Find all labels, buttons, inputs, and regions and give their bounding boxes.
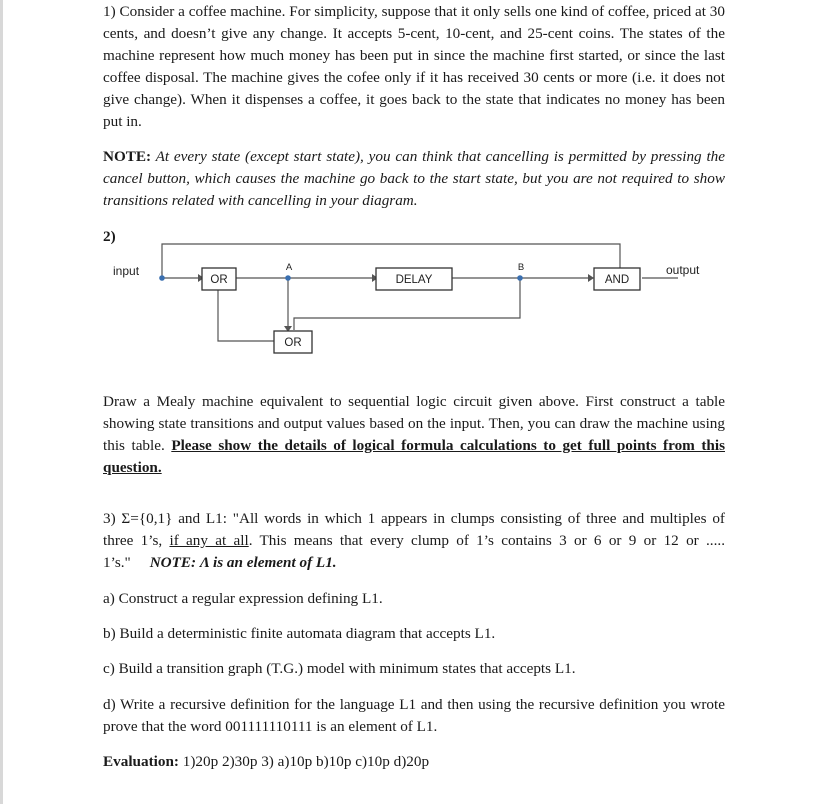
node-a-label: A <box>285 262 293 273</box>
gate-or2-label: OR <box>284 337 302 349</box>
q3-part-b: b) Build a deterministic finite automata diagram that accepts L1. <box>103 625 496 642</box>
q1-note <box>103 146 725 212</box>
q3-definition-head: 3) Σ={0,1} and L1: "All words in which 1 appears in clumps consisting of three and multiples of three 1’s, <box>103 510 725 549</box>
gate-and-label: AND <box>604 274 630 286</box>
q3-definition-rest: . This means that every clump of 1’s contains 3 or 6 or 9 or 12 or ..... 1’s." <box>103 532 725 571</box>
q3-part-d: d) Write a recursive definition for the language L1 and then using the recursive definition you wrote prove that the word 001111110111 is an element of L1. <box>103 696 725 735</box>
q1-intro: 1) Consider a coffee machine. For simplicity, suppose that it only sells one kind of coffee, priced at 30 cents, and doesn’t give any change. It accepts 5-cent, 10-cent, and 25-cent coins. The states of the machine represent how much money has been put in since the machine first started, or since the last coffee disposal. The machine gives the cofee only if it has received 30 cents or more (i.e. it does not give change). When it dispenses a coffee, it goes back to the state that indicates no money has been put in. <box>103 3 725 130</box>
q2-instructions <box>103 391 725 479</box>
q3-definition <box>103 508 725 574</box>
q1-note-label: NOTE: <box>103 148 152 165</box>
arrow-into-and <box>588 274 594 282</box>
evaluation-label: Evaluation: <box>103 753 179 770</box>
gate-or1-label: OR <box>210 274 228 286</box>
q3-part-a: a) Construct a regular expression defining L1. <box>103 590 383 607</box>
q3-definition-underlined: if any at all <box>169 532 249 549</box>
wire-or2-or1 <box>218 286 274 341</box>
node-b <box>517 275 523 281</box>
q3-part-c: c) Build a transition graph (T.G.) model with minimum states that accepts L1. <box>103 660 576 677</box>
gate-delay-label: DELAY <box>395 274 433 286</box>
circuit-input-label: input <box>113 264 140 278</box>
node-input <box>159 275 165 281</box>
page-edge <box>0 0 3 804</box>
q3-note: NOTE: Λ is an element of L1. <box>149 554 337 571</box>
evaluation-points: 1)20p 2)30p 3) a)10p b)10p c)10p d)20p <box>178 753 430 770</box>
circuit-output-label: output <box>666 263 700 277</box>
q2-instructions-plain: Draw a Mealy machine equivalent to sequential logic circuit given above. First construct a table showing state transitions and output values based on the input. Then, you can draw the machine using this table. <box>103 393 725 454</box>
node-b-label: B <box>517 262 525 273</box>
q1-note-text: At every state (except start state), you can think that cancelling is permitted by pressing the cancel button, which causes the machine go back to the start state, but you are not required to show transitions related with cancelling in your diagram. <box>103 148 725 209</box>
node-a <box>285 275 291 281</box>
q2-number: 2) <box>103 228 116 245</box>
logic-circuit-diagram <box>100 238 740 368</box>
q2-instructions-emphasis: Please show the details of logical formula calculations to get full points from this question. <box>103 437 725 476</box>
evaluation-line <box>103 751 429 773</box>
